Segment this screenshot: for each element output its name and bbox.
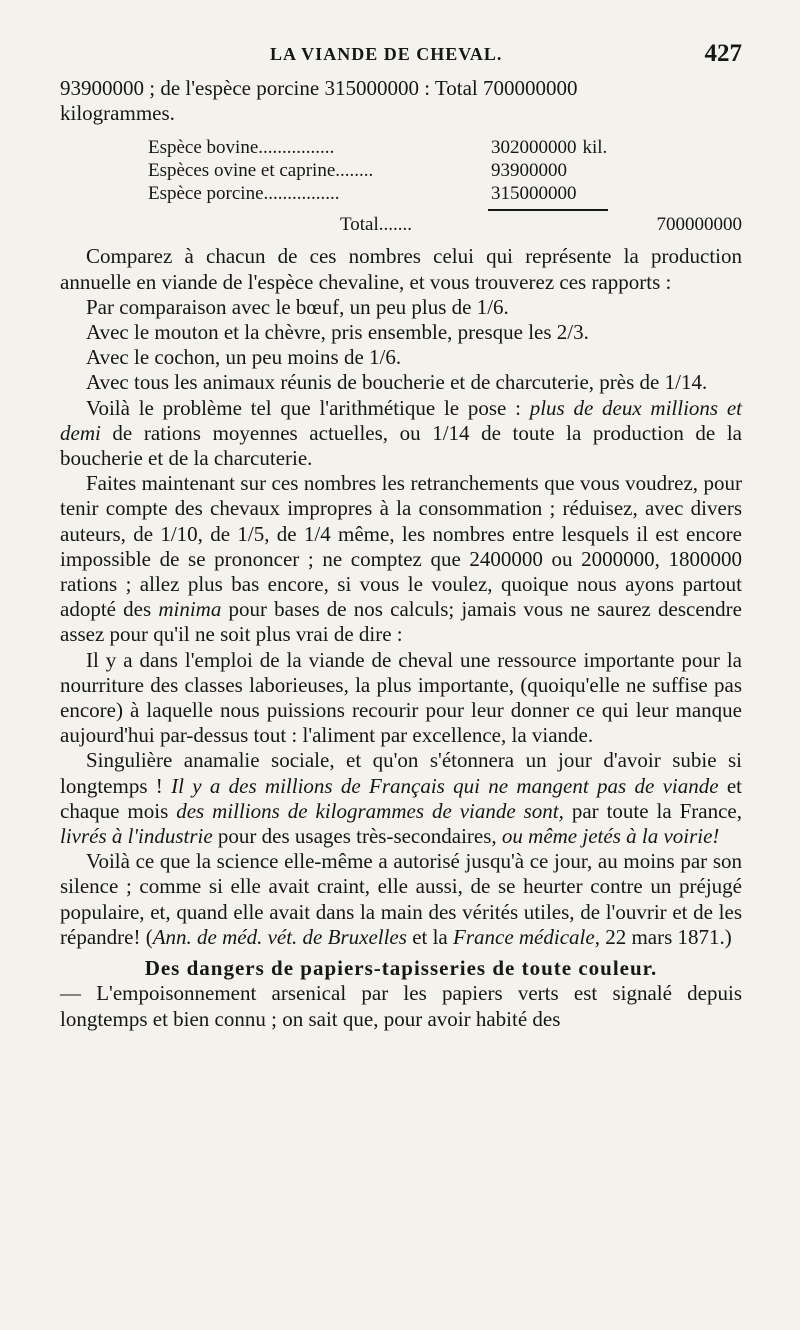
paragraph: Avec le mouton et la chèvre, pris ensemble, presque les 2/3. [86, 320, 589, 345]
italic-run: ou même jetés à la voirie! [501, 824, 720, 849]
row-unit: kil. [582, 137, 608, 159]
italic-run: Ann. de méd. vét. de Bruxelles [152, 924, 407, 949]
paragraph: Avec le cochon, un peu moins de 1/6. [86, 345, 402, 370]
text-run: et chaque mois [60, 773, 742, 823]
intro-line-2: kilogrammes. [60, 101, 175, 126]
production-table [148, 136, 742, 236]
section-heading: Des dangers de papiers-tapisseries de toute couleur. [144, 956, 658, 981]
intro-paragraph [60, 76, 742, 126]
paragraph [60, 849, 742, 950]
italic-run: des millions de kilogrammes de viande sont, [176, 798, 564, 823]
total-divider [488, 209, 608, 211]
text-run: Singulière anamalie sociale, et qu'on s'étonnera un jour d'avoir subie si longtemps ! [60, 748, 742, 798]
paragraph [60, 748, 742, 849]
text-run: Voilà le problème tel que l'arithmétique le pose : [86, 395, 530, 420]
intro-line-1: 93900000 ; de l'espèce porcine 315000000 : Total 700000000 [60, 76, 578, 100]
total-label: Total....... [340, 214, 413, 236]
paragraph [60, 396, 742, 472]
row-label-porcine: Espèce porcine................ [148, 183, 340, 205]
italic-run: Il y a des millions de Français qui ne mangent pas de viande [171, 773, 719, 798]
section-paragraph: — L'empoisonnement arsenical par les papiers verts est signalé depuis longtemps et bien connu ; on sait que, pour avoir habité des [60, 981, 742, 1031]
paragraph: Par comparaison avec le bœuf, un peu plus de 1/6. [86, 294, 509, 319]
text-run: de rations moyennes actuelles, ou 1/14 de toute la production de la boucherie et de la charcuterie. [60, 420, 742, 471]
italic-run: France médicale [453, 924, 595, 949]
row-value-porcine: 315000000 [491, 183, 577, 205]
paragraph: Il y a dans l'emploi de la viande de cheval une ressource importante pour la nourriture des classes laborieuses, la plus importante, (quoiqu'elle ne suffise pas encore) à laquelle nous puissions recourir pour leur donner ce qui leur manque aujourd'hui par-dessus tout : l'aliment par excellence, la viande. [60, 647, 742, 748]
table-row [148, 182, 742, 205]
text-run: pour bases de nos calculs; jamais vous ne saurez descendre assez pour qu'il ne soit plus vrai de dire : [60, 597, 742, 647]
paragraph: Avec tous les animaux réunis de boucherie et de charcuterie, près de 1/14. [86, 370, 708, 395]
row-value-ovine: 93900000 [491, 160, 567, 182]
text-run: , 22 mars 1871.) [594, 924, 732, 949]
table-row [148, 159, 742, 182]
book-page [60, 36, 742, 1032]
text-run: Voilà ce que la science elle-même a autorisé jusqu'à ce jour, au moins par son silence ; comme si elle avait craint, elle aussi, de se heurter contre un préjugé populaire, et, quand elle avait dans la main des vérités utiles, de l'ouvrir et de les répandre! ( [60, 849, 742, 949]
italic-run: minima [158, 597, 222, 622]
text-run: pour des usages très-secondaires, [212, 824, 502, 849]
page-number: 427 [704, 40, 742, 67]
italic-run: plus de deux millions et demi [60, 395, 742, 445]
text-run: par toute la France, [563, 798, 743, 823]
row-label-bovine: Espèce bovine................ [148, 137, 335, 159]
row-label-ovine: Espèces ovine et caprine........ [148, 160, 374, 182]
italic-run: livrés à l'industrie [60, 824, 213, 849]
total-value: 700000000 [656, 214, 742, 236]
table-row [148, 136, 742, 159]
running-title: LA VIANDE DE CHEVAL. [270, 44, 503, 64]
total-row [148, 213, 742, 236]
paragraph [60, 471, 742, 647]
text-run: Faites maintenant sur ces nombres les retranchements que vous voudrez, pour tenir compte des chevaux impropres à la consommation ; réduisez, avec divers auteurs, de 1/10, de 1/5, de 1/4 même, les nombres entre lesquels il est encore impossible de se prononcer ; ne comptez que 2400000 ou 2000000, 1800000 rations ; allez plus bas encore, si vous le voulez, quoique nous ayons partout adopté des [60, 471, 742, 622]
paragraph: Comparez à chacun de ces nombres celui qui représente la production annuelle en viande de l'espèce chevaline, et vous trouverez ces rapports : [60, 244, 742, 294]
running-head [60, 36, 742, 76]
row-value-bovine: 302000000 [491, 137, 577, 159]
text-run: et la [406, 924, 453, 949]
